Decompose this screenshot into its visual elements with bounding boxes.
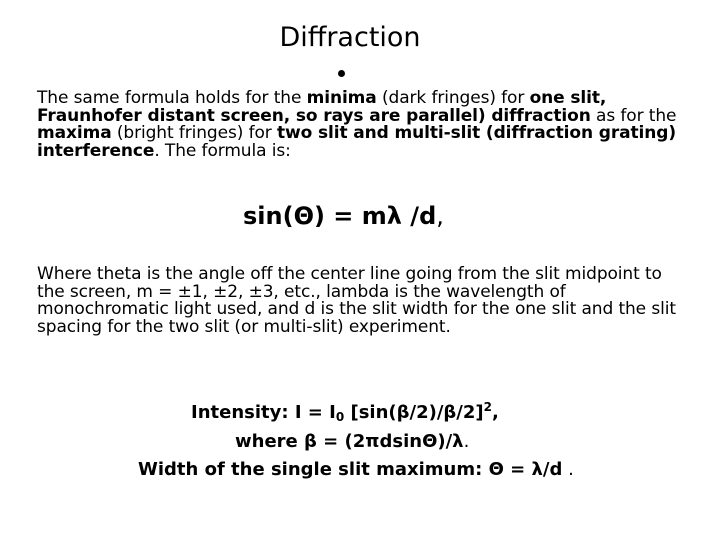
formula-bold: sin(Θ) = mλ /d xyxy=(243,202,437,230)
formula-tail: , xyxy=(436,202,444,230)
para1-text-2: (dark fringes) for xyxy=(376,88,530,108)
definitions-paragraph: Where theta is the angle off the center line going from the slit midpoint to the screen, m = ±1, ±2, ±3, etc., lambda is the wavelength of monochromatic light used, and d is the slit width for the one slit and the slit spacing for the two slit (or multi-slit) experiment. xyxy=(37,264,676,337)
para1-text-5: . The formula is: xyxy=(154,140,291,161)
intensity-comma: , xyxy=(491,402,499,423)
para1-bold-interference: two slit and multi-slit (diffraction grating) interference xyxy=(37,123,676,161)
diffraction-formula xyxy=(243,201,444,231)
intensity-expression: [sin(β/2)/β/2] xyxy=(344,402,484,423)
beta-period: . xyxy=(463,431,470,452)
intensity-subscript: 0 xyxy=(335,410,345,424)
para1-bold-maxima: maxima xyxy=(37,123,112,143)
width-period: . xyxy=(562,459,574,480)
width-formula: Width of the single slit maximum: Θ = λ/d xyxy=(138,459,563,480)
bullet-dot-icon xyxy=(338,70,345,77)
para1-bold-one-slit: one slit, Fraunhofer distant screen, so rays are parallel) diffraction xyxy=(37,88,607,126)
intensity-label: Intensity: I = I xyxy=(191,402,336,423)
slide-title: Diffraction xyxy=(279,22,421,53)
beta-definition-line xyxy=(235,428,469,456)
minima-paragraph xyxy=(37,90,687,160)
para1-text-4: (bright fringes) for xyxy=(111,123,277,143)
beta-definition: where β = (2πdsinΘ)/λ xyxy=(235,431,464,452)
intensity-line xyxy=(191,399,499,427)
width-line xyxy=(138,456,574,484)
para1-text-1: The same formula holds for the xyxy=(37,88,307,108)
para1-text-3: as for the xyxy=(590,105,677,126)
intensity-superscript: 2 xyxy=(483,400,492,414)
para1-bold-minima: minima xyxy=(306,88,377,108)
